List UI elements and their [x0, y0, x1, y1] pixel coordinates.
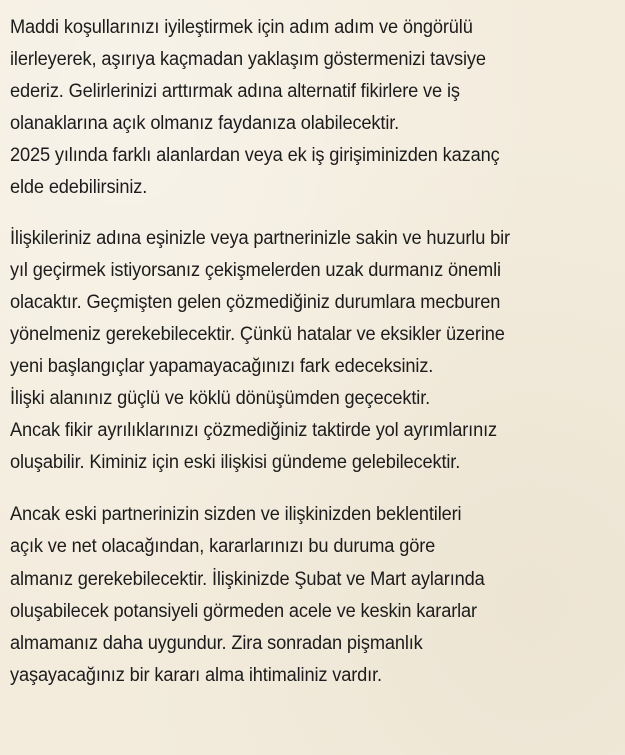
paragraph-spacer [10, 478, 622, 498]
text-line: ilerleyerek, aşırıya kaçmadan yaklaşım göstermenizi tavsiye [10, 48, 486, 71]
text-line: oluşabilecek potansiyeli görmeden acele ve keskin kararlar [10, 599, 477, 622]
text-line: Maddi koşullarınızı iyileştirmek için adım adım ve öngörülü [10, 16, 473, 38]
text-line: oluşabilir. Kiminiz için eski ilişkisi gündeme gelebilecektir. [10, 451, 461, 474]
paragraph-spacer [10, 204, 622, 222]
text-line: yaşayacağınız bir kararı alma ihtimaliniz vardır. [10, 663, 382, 686]
paragraph-ex-partner [10, 498, 622, 691]
paragraph-relationships [10, 222, 622, 479]
text-line: yıl geçirmek istiyorsanız çekişmelerden uzak durmanız önemli [10, 258, 501, 281]
article-text [10, 11, 622, 691]
text-line: açık ve net olacağından, kararlarınızı bu duruma göre [10, 535, 436, 558]
text-line: olanaklarına açık olmanız faydanıza olabilecektir. [10, 112, 400, 135]
text-line: 2025 yılında farklı alanlardan veya ek iş girişiminizden kazanç [10, 144, 500, 167]
text-line: olacaktır. Geçmişten gelen çözmediğiniz durumlara mecburen [10, 290, 501, 313]
text-line: elde edebilirsiniz. [10, 176, 148, 199]
text-line: yönelmeniz gerekebilecektir. Çünkü hatalar ve eksikler üzerine [10, 322, 505, 345]
text-line: almanız gerekebilecektir. İlişkinizde Şubat ve Mart aylarında [10, 567, 485, 590]
paragraph-finances [10, 11, 622, 204]
text-line: İlişki alanınız güçlü ve köklü dönüşümden geçecektir. [10, 387, 431, 410]
text-line: Ancak eski partnerinizin sizden ve ilişkinizden beklentileri [10, 503, 462, 526]
text-line: İlişkileriniz adına eşinizle veya partnerinizle sakin ve huzurlu bir [10, 226, 510, 249]
text-line: Ancak fikir ayrılıklarınızı çözmediğiniz taktirde yol ayrımlarınız [10, 419, 498, 442]
text-line: almamanız daha uygundur. Zira sonradan pişmanlık [10, 631, 423, 654]
text-line: ederiz. Gelirlerinizi arttırmak adına alternatif fikirlere ve iş [10, 80, 460, 103]
text-line: yeni başlangıçlar yapamayacağınızı fark edeceksiniz. [10, 354, 434, 377]
